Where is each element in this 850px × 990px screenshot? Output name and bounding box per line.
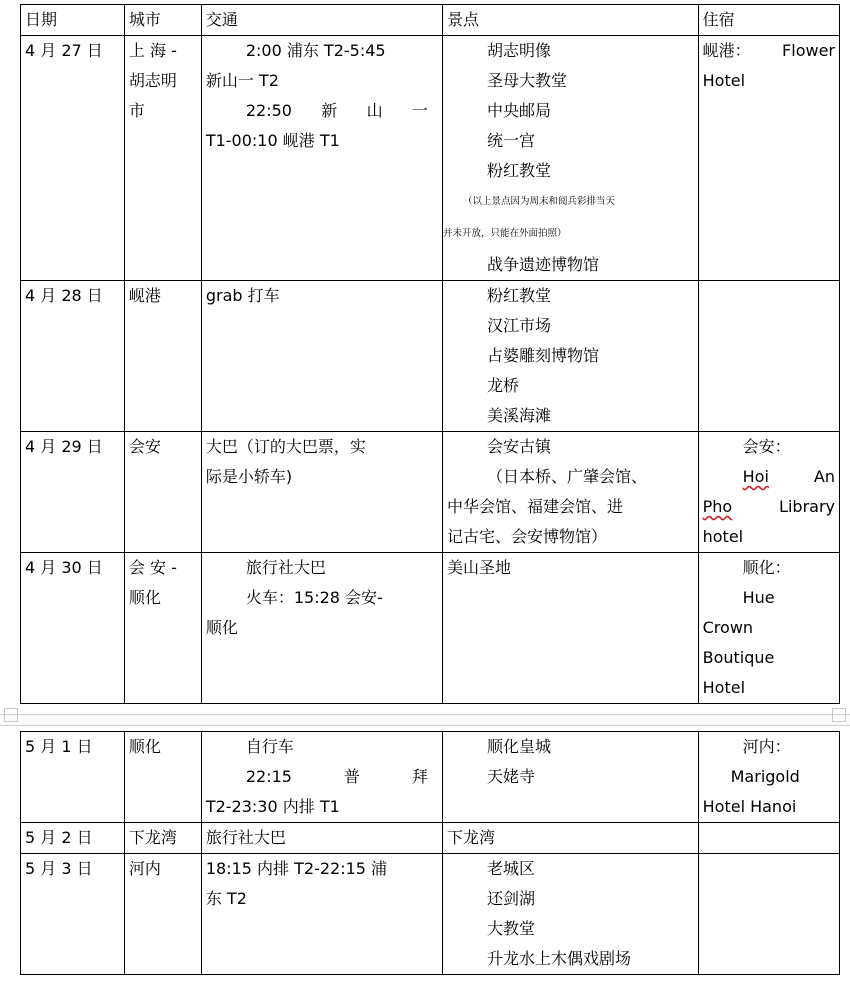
lodging-cell — [698, 823, 839, 854]
date-cell: 4 月 28 日 — [21, 281, 125, 432]
city-cell: 下龙湾 — [124, 823, 201, 854]
city-cell: 上 海 - 胡志明 市 — [124, 36, 201, 281]
sights-cell: 会安古镇 （日本桥、广肇会馆、 中华会馆、福建会馆、进 记古宅、会安博物馆） — [442, 432, 698, 553]
itinerary-table-page2 — [20, 731, 840, 975]
city-cell: 河内 — [124, 854, 201, 975]
transport-cell: 旅行社大巴 — [201, 823, 442, 854]
table-row — [21, 281, 840, 432]
table-row — [21, 823, 840, 854]
date-cell: 5 月 2 日 — [21, 823, 125, 854]
table-row — [21, 854, 840, 975]
transport-cell: 大巴（订的大巴票，实 际是小轿车) — [201, 432, 442, 553]
header-row — [21, 5, 840, 36]
page-corner-mark — [832, 708, 846, 722]
lodging-cell — [698, 854, 839, 975]
transport-cell: 旅行社大巴 火车：15:28 会安- 顺化 — [201, 553, 442, 704]
lodging-cell: 河内： Marigold Hotel Hanoi — [698, 732, 839, 823]
city-cell: 会安 — [124, 432, 201, 553]
city-cell: 岘港 — [124, 281, 201, 432]
page-break — [0, 714, 850, 726]
table-row — [21, 553, 840, 704]
itinerary-table-page1 — [20, 4, 840, 704]
lodging-cell — [698, 281, 839, 432]
sights-cell: 老城区 还剑湖 大教堂 升龙水上木偶戏剧场 — [442, 854, 698, 975]
header-date: 日期 — [21, 5, 125, 36]
header-transport: 交通 — [201, 5, 442, 36]
sights-cell: 美山圣地 — [442, 553, 698, 704]
transport-cell: grab 打车 — [201, 281, 442, 432]
city-cell: 顺化 — [124, 732, 201, 823]
table-row — [21, 432, 840, 553]
city-cell: 会 安 - 顺化 — [124, 553, 201, 704]
date-cell: 4 月 29 日 — [21, 432, 125, 553]
header-lodging: 住宿 — [698, 5, 839, 36]
transport-cell: 2:00 浦东 T2-5:45 新山一 T2 22:50 新 山 一 T1-00:10 岘港 T1 — [201, 36, 442, 281]
transport-cell: 自行车 22:15 普 拜 T2-23:30 内排 T1 — [201, 732, 442, 823]
lodging-cell: 会安： Hoi An Pho Library hotel — [698, 432, 839, 553]
closure-note: （以上景点因为周末和阅兵彩排当天 — [462, 196, 615, 207]
date-cell: 5 月 1 日 — [21, 732, 125, 823]
lodging-cell: 岘港： Flower Hotel — [698, 36, 839, 281]
page-corner-mark — [4, 708, 18, 722]
sights-cell: 胡志明像 圣母大教堂 中央邮局 统一宫 粉红教堂 （以上景点因为周末和阅兵彩排当天 并未开放，只能在外面拍照） 战争遗迹博物馆 — [442, 36, 698, 281]
table-row — [21, 732, 840, 823]
date-cell: 4 月 27 日 — [21, 36, 125, 281]
date-cell: 4 月 30 日 — [21, 553, 125, 704]
date-cell: 5 月 3 日 — [21, 854, 125, 975]
header-sights: 景点 — [442, 5, 698, 36]
lodging-cell: 顺化： Hue Crown Boutique Hotel — [698, 553, 839, 704]
sights-cell: 粉红教堂 汉江市场 占婆雕刻博物馆 龙桥 美溪海滩 — [442, 281, 698, 432]
header-city: 城市 — [124, 5, 201, 36]
sights-cell: 下龙湾 — [442, 823, 698, 854]
closure-note: 并未开放，只能在外面拍照） — [442, 228, 567, 239]
sights-cell: 顺化皇城 天姥寺 — [442, 732, 698, 823]
table-row — [21, 36, 840, 281]
transport-cell: 18:15 内排 T2-22:15 浦 东 T2 — [201, 854, 442, 975]
